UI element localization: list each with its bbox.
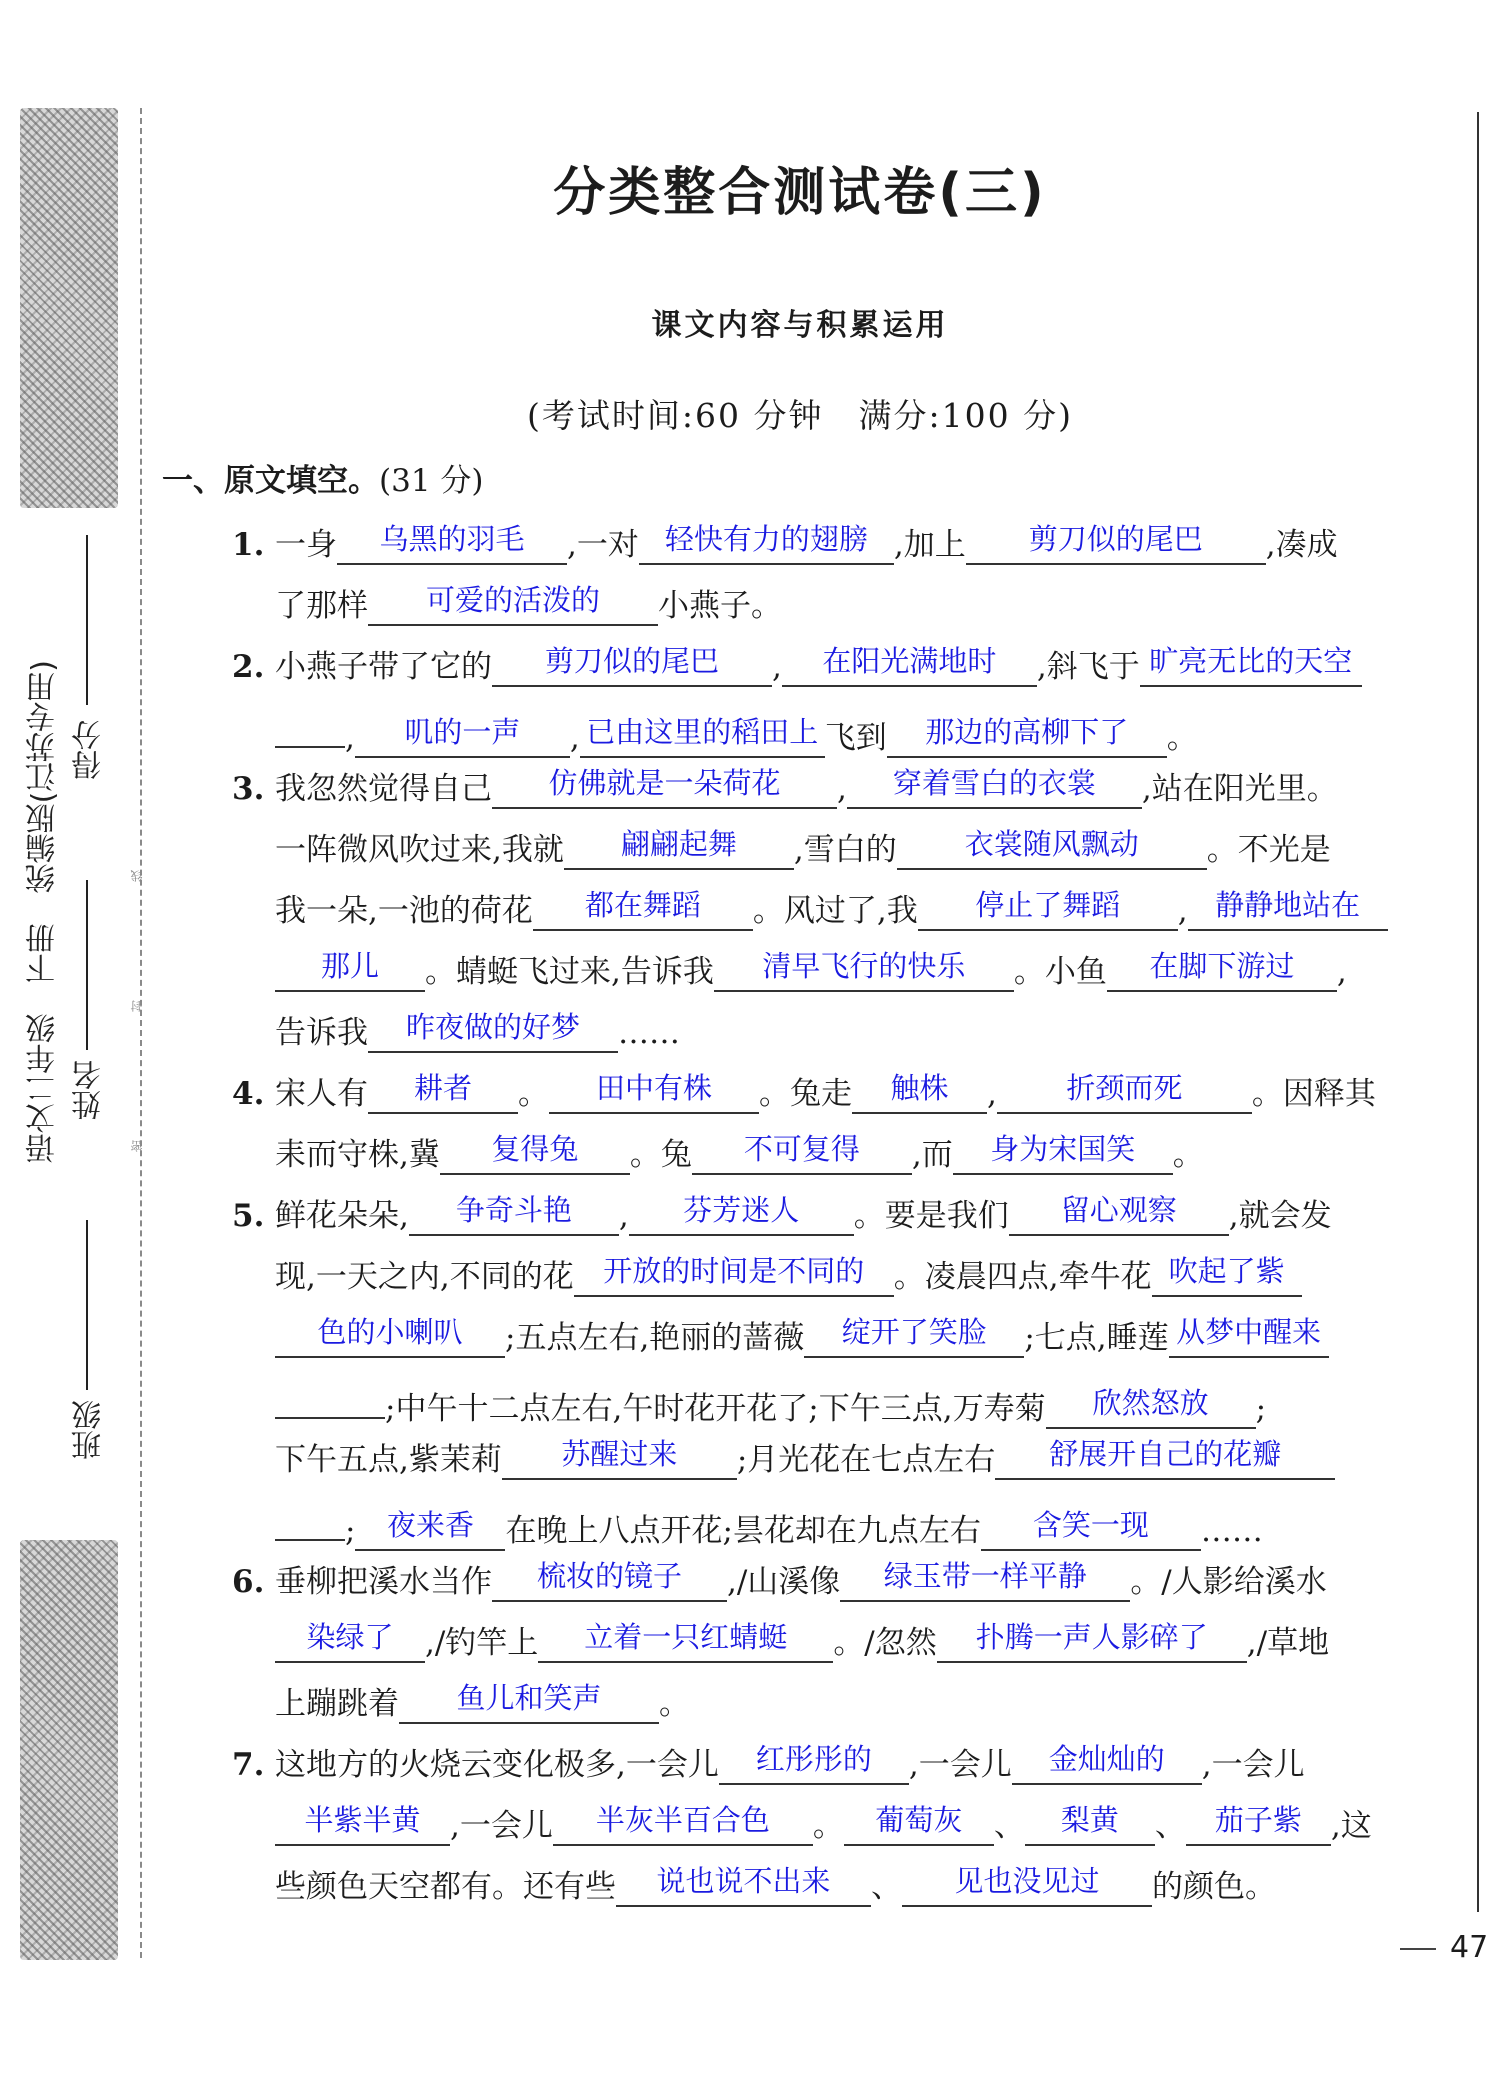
answer-blank[interactable] <box>275 1804 450 1846</box>
page-number: 47 <box>1450 1930 1489 1965</box>
question-text: ;中午十二点左右,午时花开花了;下午三点,万寿菊 <box>385 1391 1046 1427</box>
question-line <box>275 950 1347 994</box>
question-text: ,凑成 <box>1265 527 1338 563</box>
answer-blank[interactable] <box>719 1743 909 1785</box>
question-text: ; <box>1255 1391 1267 1427</box>
answer-blank[interactable] <box>1152 1255 1302 1297</box>
answer-blank[interactable] <box>782 645 1037 687</box>
question-line <box>232 1743 1305 1787</box>
handwritten-answer: 停止了舞蹈 <box>975 888 1121 922</box>
class-label: 班级 <box>72 1400 107 1460</box>
handwritten-answer: 田中有株 <box>595 1071 712 1105</box>
handwritten-answer: 在脚下游过 <box>1149 949 1295 983</box>
answer-blank[interactable] <box>616 1865 871 1907</box>
handwritten-answer: 红彤彤的 <box>755 1742 872 1776</box>
question-text: ,斜飞于 <box>1036 649 1140 685</box>
answer-blank[interactable] <box>355 716 570 758</box>
question-text: 。不光是 <box>1206 832 1331 868</box>
question-text: 耒而守株,冀 <box>275 1137 440 1173</box>
answer-blank[interactable] <box>840 1560 1130 1602</box>
exam-meta: (考试时间:60 分钟 满分:100 分) <box>527 396 1073 435</box>
question-text: , <box>569 720 580 756</box>
question-text: 。因释其 <box>1251 1076 1376 1112</box>
question-text: 上蹦跳着 <box>275 1686 399 1722</box>
answer-blank[interactable] <box>337 523 567 565</box>
answer-blank[interactable] <box>564 828 794 870</box>
seal-char: 密 <box>130 1140 144 1152</box>
question-text: 。兔 <box>629 1137 692 1173</box>
handwritten-answer: 绿玉带一样平静 <box>883 1559 1087 1593</box>
answer-blank[interactable] <box>368 1072 518 1114</box>
handwritten-answer: 旷亮无比的天空 <box>1149 644 1353 678</box>
handwritten-answer: 复得兔 <box>491 1132 579 1166</box>
question-number: 4. <box>232 1076 265 1112</box>
handwritten-answer: 剪刀似的尾巴 <box>544 644 719 678</box>
question-text: 些颜色天空都有。还有些 <box>275 1869 616 1905</box>
answer-blank[interactable] <box>275 950 425 992</box>
question-text: , <box>837 771 847 807</box>
handwritten-answer: 叽的一声 <box>404 715 521 749</box>
answer-blank[interactable] <box>275 1316 505 1358</box>
handwritten-answer: 鱼儿和笑声 <box>456 1681 602 1715</box>
question-line <box>275 889 1388 933</box>
answer-blank[interactable] <box>692 1133 912 1175</box>
answer-blank[interactable] <box>492 1560 727 1602</box>
answer-blank[interactable] <box>492 645 772 687</box>
question-number: 3. <box>232 771 265 807</box>
question-text: 了那样 <box>275 588 368 624</box>
handwritten-answer: 芬芳迷人 <box>683 1193 800 1227</box>
question-text: 在晚上八点开花;昙花却在九点左右 <box>505 1513 981 1549</box>
question-line <box>275 1377 1266 1431</box>
question-text: , <box>618 1198 629 1234</box>
question-line <box>275 706 1198 760</box>
question-line <box>275 1804 1372 1848</box>
handwritten-answer: 扑腾一声人影碎了 <box>975 1620 1208 1654</box>
handwritten-answer: 争奇斗艳 <box>455 1193 572 1227</box>
question-text: ;月光花在七点左右 <box>736 1442 996 1478</box>
question-text: ,/草地 <box>1246 1625 1330 1661</box>
handwritten-answer: 见也没见过 <box>954 1864 1100 1898</box>
question-text: 。/忽然 <box>833 1625 937 1661</box>
answer-blank[interactable] <box>887 716 1167 758</box>
answer-blank[interactable] <box>574 1255 894 1297</box>
answer-blank[interactable] <box>953 1133 1173 1175</box>
question-text: 鲜花朵朵, <box>275 1198 409 1234</box>
answer-blank[interactable] <box>639 523 894 565</box>
answer-blank[interactable] <box>368 1011 618 1053</box>
handwritten-answer: 色的小喇叭 <box>317 1315 463 1349</box>
question-text: , <box>772 649 782 685</box>
question-text: …… <box>618 1015 680 1051</box>
answer-blank[interactable] <box>981 1509 1201 1551</box>
question-line <box>275 1621 1329 1665</box>
question-line <box>232 1560 1327 1604</box>
question-text: ,就会发 <box>1228 1198 1332 1234</box>
question-text: 的颜色。 <box>1152 1869 1276 1905</box>
handwritten-answer: 染绿了 <box>306 1620 394 1654</box>
answer-blank[interactable] <box>1009 1194 1229 1236</box>
handwritten-answer: 已由这里的稻田上 <box>586 715 819 749</box>
question-number: 6. <box>232 1564 265 1600</box>
question-text: ,一对 <box>567 527 639 563</box>
question-text: 垂柳把溪水当作 <box>275 1564 492 1600</box>
question-text: ,一会儿 <box>450 1808 553 1844</box>
answer-blank[interactable] <box>804 1316 1024 1358</box>
handwritten-answer: 都在舞蹈 <box>584 888 701 922</box>
page-subtitle: 课文内容与积累运用 <box>651 308 949 343</box>
edition-label: 语文二年级 下册 统编版(江苏专用) <box>26 660 61 1164</box>
question-text: 。/人影给溪水 <box>1130 1564 1327 1600</box>
handwritten-answer: 半灰半百合色 <box>595 1803 770 1837</box>
handwritten-answer: 含笑一现 <box>1032 1508 1149 1542</box>
handwritten-answer: 留心观察 <box>1060 1193 1177 1227</box>
handwritten-answer: 欣然怒放 <box>1092 1386 1209 1420</box>
question-line <box>275 584 782 628</box>
answer-blank[interactable] <box>502 1438 737 1480</box>
handwritten-answer: 梨黄 <box>1060 1803 1119 1837</box>
question-text: 告诉我 <box>275 1015 368 1051</box>
question-text: 我一朵,一池的荷花 <box>275 893 533 929</box>
answer-blank[interactable] <box>1186 1804 1331 1846</box>
answer-blank[interactable] <box>1046 1387 1256 1429</box>
question-text: ,这 <box>1330 1808 1372 1844</box>
question-text: 。 <box>1166 720 1198 756</box>
answer-blank[interactable] <box>368 584 658 626</box>
question-text: 小燕子带了它的 <box>275 649 492 685</box>
handwritten-answer: 梳妆的镜子 <box>536 1559 682 1593</box>
answer-blank[interactable] <box>966 523 1266 565</box>
question-text: 。凌晨四点,牵牛花 <box>893 1259 1152 1295</box>
question-number: 5. <box>232 1198 265 1234</box>
answer-blank[interactable] <box>533 889 753 931</box>
question-text: 这地方的火烧云变化极多,一会儿 <box>275 1747 719 1783</box>
handwritten-answer: 绽开了笑脸 <box>841 1315 987 1349</box>
question-text: ;五点左右,艳丽的蔷薇 <box>505 1320 805 1356</box>
handwritten-answer: 夜来香 <box>386 1508 474 1542</box>
question-text: 小燕子。 <box>658 588 782 624</box>
handwritten-answer: 舒展开自己的花瓣 <box>1049 1437 1282 1471</box>
question-text: , <box>1336 954 1347 990</box>
section-points: (31 分) <box>379 463 484 499</box>
handwritten-answer: 说也说不出来 <box>656 1864 831 1898</box>
question-text: ,加上 <box>893 527 966 563</box>
seal-char: 封 <box>130 1000 144 1012</box>
answer-blank[interactable] <box>844 1804 994 1846</box>
question-text: ,一会儿 <box>1201 1747 1305 1783</box>
question-line <box>275 1316 1329 1360</box>
answer-blank[interactable] <box>997 1072 1252 1114</box>
answer-blank[interactable] <box>492 767 837 809</box>
handwritten-answer: 开放的时间是不同的 <box>603 1254 865 1288</box>
handwritten-answer: 吹起了紫 <box>1168 1254 1285 1288</box>
handwritten-answer: 触株 <box>890 1071 949 1105</box>
question-text: ,/山溪像 <box>727 1564 841 1600</box>
handwritten-answer: 剪刀似的尾巴 <box>1028 522 1203 556</box>
question-text: 现,一天之内,不同的花 <box>275 1259 574 1295</box>
question-line <box>275 1499 1263 1553</box>
name-label: 姓名 <box>72 1060 107 1120</box>
question-text: 。 <box>1172 1137 1204 1173</box>
answer-blank[interactable] <box>1140 645 1362 687</box>
question-line <box>232 1194 1332 1238</box>
question-text: 。小鱼 <box>1013 954 1107 990</box>
question-text: 、 <box>1154 1808 1186 1844</box>
question-line <box>275 1133 1204 1177</box>
handwritten-answer: 那边的高柳下了 <box>925 715 1129 749</box>
answer-blank[interactable] <box>937 1621 1247 1663</box>
handwritten-answer: 葡萄灰 <box>875 1803 963 1837</box>
answer-blank[interactable] <box>275 1377 385 1419</box>
answer-blank[interactable] <box>1169 1316 1329 1358</box>
answer-blank[interactable] <box>580 716 825 758</box>
answer-blank[interactable] <box>995 1438 1335 1480</box>
handwritten-answer: 乌黑的羽毛 <box>379 522 525 556</box>
question-line <box>232 1072 1376 1116</box>
question-text: …… <box>1200 1513 1263 1549</box>
answer-blank[interactable] <box>897 828 1207 870</box>
question-line <box>275 1255 1302 1299</box>
handwritten-answer: 立着一只红蜻蜓 <box>584 1620 788 1654</box>
question-text: ,雪白的 <box>793 832 897 868</box>
question-line <box>232 645 1362 689</box>
handwritten-answer: 苏醒过来 <box>561 1437 678 1471</box>
answer-blank[interactable] <box>275 1499 345 1541</box>
answer-blank[interactable] <box>538 1621 833 1663</box>
handwritten-answer: 不可复得 <box>743 1132 860 1166</box>
question-line <box>232 767 1338 811</box>
question-text: ,一会儿 <box>908 1747 1012 1783</box>
handwritten-answer: 折颈而死 <box>1066 1071 1183 1105</box>
answer-blank[interactable] <box>399 1682 659 1724</box>
question-text: 、 <box>871 1869 902 1905</box>
question-line <box>275 1438 1335 1482</box>
answer-blank[interactable] <box>1107 950 1337 992</box>
handwritten-answer: 轻快有力的翅膀 <box>664 522 868 556</box>
question-text: ,站在阳光里。 <box>1141 771 1338 807</box>
answer-blank[interactable] <box>918 889 1178 931</box>
question-text: 。蜻蜓飞过来,告诉我 <box>425 954 714 990</box>
question-text: 一身 <box>275 527 337 563</box>
answer-blank[interactable] <box>355 1509 505 1551</box>
answer-blank[interactable] <box>902 1865 1152 1907</box>
question-text: ,而 <box>911 1137 953 1173</box>
question-line <box>275 1682 690 1726</box>
handwritten-answer: 从梦中醒来 <box>1176 1315 1322 1349</box>
question-line <box>232 523 1338 567</box>
handwritten-answer: 仿佛就是一朵荷花 <box>548 766 781 800</box>
score-label: 得分 <box>72 720 107 780</box>
answer-blank[interactable] <box>629 1194 854 1236</box>
handwritten-answer: 衣裳随风飘动 <box>964 827 1139 861</box>
handwritten-answer: 茄子紫 <box>1214 1803 1302 1837</box>
question-text: 一阵微风吹过来,我就 <box>275 832 564 868</box>
question-text: 。 <box>812 1808 844 1844</box>
handwritten-answer: 半紫半黄 <box>304 1803 421 1837</box>
answer-blank[interactable] <box>1188 889 1388 931</box>
answer-blank[interactable] <box>714 950 1014 992</box>
question-text: 。 <box>659 1686 690 1722</box>
question-line <box>275 1865 1276 1909</box>
section-label: 一、原文填空。 <box>162 463 379 499</box>
handwritten-answer: 静静地站在 <box>1215 888 1361 922</box>
answer-blank[interactable] <box>549 1072 759 1114</box>
answer-blank[interactable] <box>275 1621 425 1663</box>
question-number: 7. <box>232 1747 265 1783</box>
question-text: 下午五点,紫茉莉 <box>275 1442 502 1478</box>
question-text: ,/钓竿上 <box>425 1625 539 1661</box>
answer-blank[interactable] <box>553 1804 813 1846</box>
handwritten-answer: 耕者 <box>413 1071 472 1105</box>
handwritten-answer: 翩翩起舞 <box>620 827 737 861</box>
handwritten-answer: 身为宋国笑 <box>990 1132 1136 1166</box>
handwritten-answer: 金灿灿的 <box>1048 1742 1165 1776</box>
handwritten-answer: 在阳光满地时 <box>822 644 997 678</box>
handwritten-answer: 昨夜做的好梦 <box>405 1010 580 1044</box>
answer-blank[interactable] <box>852 1072 987 1114</box>
answer-blank[interactable] <box>1012 1743 1202 1785</box>
page-title: 分类整合测试卷(三) <box>553 163 1047 223</box>
answer-blank[interactable] <box>440 1133 630 1175</box>
question-text: 。兔走 <box>759 1076 852 1112</box>
question-line <box>275 1011 680 1055</box>
question-text: 飞到 <box>824 720 887 756</box>
answer-blank[interactable] <box>1025 1804 1155 1846</box>
question-number: 1. <box>232 527 265 563</box>
question-line <box>275 828 1331 872</box>
question-text: 。 <box>518 1076 549 1112</box>
question-text: 、 <box>993 1808 1025 1844</box>
question-text: 我忽然觉得自己 <box>275 771 492 807</box>
question-text: ; <box>345 1513 356 1549</box>
answer-blank[interactable] <box>847 767 1142 809</box>
question-text: , <box>1177 893 1188 929</box>
seal-char: 线 <box>130 870 144 882</box>
question-text: 。风过了,我 <box>752 893 918 929</box>
page-number-dash <box>1400 1948 1436 1950</box>
question-text: , <box>987 1076 997 1112</box>
question-number: 2. <box>232 649 265 685</box>
handwritten-answer: 清早飞行的快乐 <box>762 949 966 983</box>
question-text: 宋人有 <box>275 1076 368 1112</box>
handwritten-answer: 那儿 <box>320 949 379 983</box>
question-text: , <box>345 720 355 756</box>
answer-blank[interactable] <box>275 706 345 748</box>
handwritten-answer: 穿着雪白的衣裳 <box>892 766 1096 800</box>
question-text: ;七点,睡莲 <box>1024 1320 1169 1356</box>
answer-blank[interactable] <box>409 1194 619 1236</box>
question-text: 。要是我们 <box>853 1198 1009 1234</box>
handwritten-answer: 可爱的活泼的 <box>425 583 600 617</box>
